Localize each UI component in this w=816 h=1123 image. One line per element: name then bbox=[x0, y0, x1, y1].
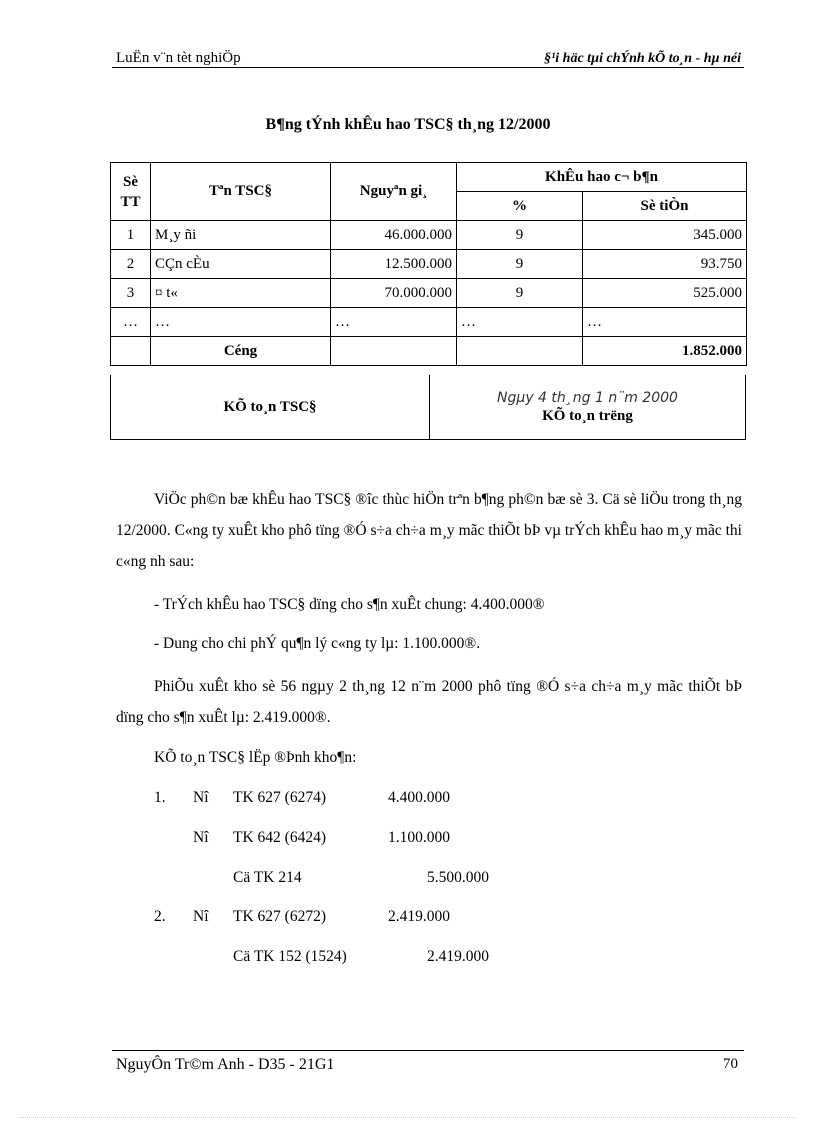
footer-author: NguyÔn Tr©m Anh - D35 - 21G1 bbox=[116, 1056, 335, 1073]
header-name: Tªn TSC§ bbox=[151, 163, 331, 221]
row-original: 12.500.000 bbox=[331, 250, 457, 279]
entry-account: TK 627 (6272) bbox=[233, 908, 326, 925]
bullet-1: - TrÝch khÊu hao TSC§ dïng cho s¶n xuÊt chung: 4.400.000® bbox=[154, 596, 545, 613]
bullet-2: - Dung cho chi phÝ qu¶n lý c«ng ty lµ: 1.100.000®. bbox=[154, 635, 481, 652]
entry-amount: 2.419.000 bbox=[427, 948, 489, 965]
row-percent: 9 bbox=[457, 250, 583, 279]
row-stt: 1 bbox=[111, 221, 151, 250]
entry-amount: 1.100.000 bbox=[388, 829, 450, 846]
signature-box bbox=[110, 375, 746, 440]
row-original: 70.000.000 bbox=[331, 279, 457, 308]
table-row bbox=[111, 250, 747, 279]
table-total-row bbox=[111, 337, 747, 366]
entry-amount: 4.400.000 bbox=[388, 789, 450, 806]
entry-side: Nî bbox=[193, 789, 209, 806]
header-divider bbox=[112, 67, 744, 68]
header-right-text: §¹i häc tµi chÝnh kÕ to¸n - hµ néi bbox=[544, 51, 741, 66]
entry-amount: 2.419.000 bbox=[388, 908, 450, 925]
entry-side: Nî bbox=[193, 829, 209, 846]
table-row bbox=[111, 221, 747, 250]
row-percent: 9 bbox=[457, 279, 583, 308]
footer-divider bbox=[112, 1050, 744, 1051]
signature-date: Ngµy 4 th¸ng 1 n¨m 2000 bbox=[497, 389, 678, 406]
row-amount: 93.750 bbox=[583, 250, 747, 279]
table-row bbox=[111, 279, 747, 308]
total-amount: 1.852.000 bbox=[583, 337, 747, 366]
header-amount: Sè tiÒn bbox=[583, 192, 747, 221]
paragraph-1: ViÖc ph©n bæ khÊu hao TSC§ ®îc thùc hiÖn trªn b¶ng ph©n bæ sè 3. Cä sè liÖu trong th¸ng 12/2000. C«ng ty xuÊt kho phô tïng ®Ó s÷a ch÷a m¸y mãc thiÕt bÞ vµ trÝch khÊu hao m¸y mãc thi c«ng nh sau: bbox=[116, 491, 742, 570]
total-empty-original bbox=[331, 337, 457, 366]
signature-chief-area bbox=[430, 375, 745, 439]
header-stt: Sè TT bbox=[111, 163, 151, 221]
row-stt: 2 bbox=[111, 250, 151, 279]
entry-side: Nî bbox=[193, 908, 209, 925]
row-original: … bbox=[331, 308, 457, 337]
entry-account: Cä TK 152 (1524) bbox=[233, 948, 347, 965]
row-amount: … bbox=[583, 308, 747, 337]
page-number: 70 bbox=[723, 1056, 738, 1072]
row-name: M¸y ñi bbox=[151, 221, 331, 250]
row-name: ¤ t« bbox=[151, 279, 331, 308]
total-empty-stt bbox=[111, 337, 151, 366]
document-title: B¶ng tÝnh khÊu hao TSC§ th¸ng 12/2000 bbox=[265, 116, 551, 133]
page-edge bbox=[20, 1117, 796, 1118]
row-name: CÇn cÈu bbox=[151, 250, 331, 279]
row-percent: 9 bbox=[457, 221, 583, 250]
row-percent: … bbox=[457, 308, 583, 337]
entry-number: 1. bbox=[154, 789, 166, 806]
header-left-text: LuËn v¨n tèt nghiÖp bbox=[116, 50, 241, 66]
row-name: … bbox=[151, 308, 331, 337]
entry-account: Cä TK 214 bbox=[233, 869, 302, 886]
header-original-price: Nguyªn gi¸ bbox=[331, 163, 457, 221]
entry-amount: 5.500.000 bbox=[427, 869, 489, 886]
signature-chief-accountant: KÕ to¸n trëng bbox=[542, 407, 633, 424]
row-stt: … bbox=[111, 308, 151, 337]
row-stt: 3 bbox=[111, 279, 151, 308]
depreciation-table bbox=[110, 162, 747, 366]
row-amount: 345.000 bbox=[583, 221, 747, 250]
entry-account: TK 642 (6424) bbox=[233, 829, 326, 846]
table-row bbox=[111, 308, 747, 337]
signature-accountant-tsc: KÕ to¸n TSC§ bbox=[111, 375, 430, 439]
entry-number: 2. bbox=[154, 908, 166, 925]
table-header-row bbox=[111, 163, 747, 192]
total-empty-percent bbox=[457, 337, 583, 366]
paragraph-3: KÕ to¸n TSC§ lËp ®Þnh kho¶n: bbox=[154, 749, 357, 766]
row-amount: 525.000 bbox=[583, 279, 747, 308]
paragraph-2: PhiÕu xuÊt kho sè 56 ngµy 2 th¸ng 12 n¨m 2000 phô tïng ®Ó s÷a ch÷a m¸y mãc thiÕt bÞ dïng cho s¶n xuÊt lµ: 2.419.000®. bbox=[116, 678, 742, 726]
row-original: 46.000.000 bbox=[331, 221, 457, 250]
entry-account: TK 627 (6274) bbox=[233, 789, 326, 806]
total-label: Céng bbox=[151, 337, 331, 366]
header-percent: % bbox=[457, 192, 583, 221]
header-depreciation: KhÊu hao c¬ b¶n bbox=[457, 163, 747, 192]
